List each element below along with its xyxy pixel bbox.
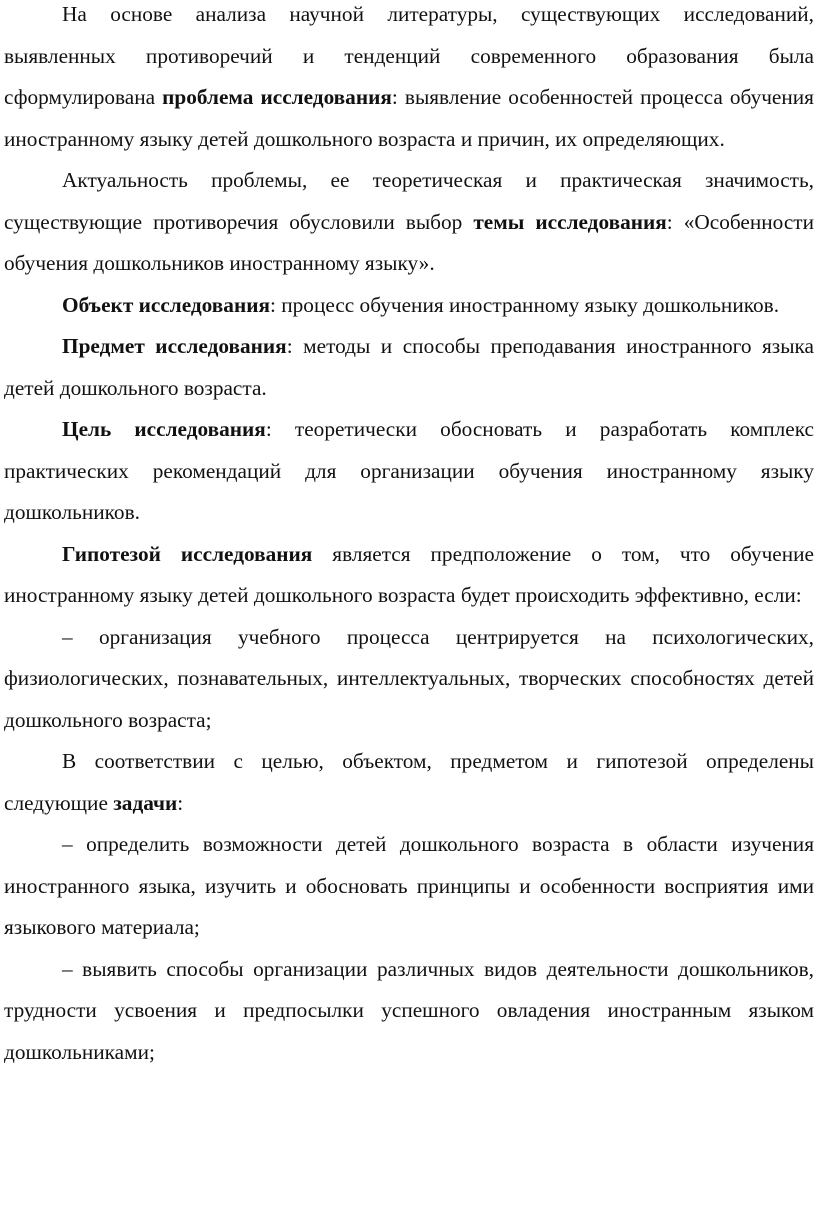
goal-definition-text: : теоретически обосновать и разработать комплекс практических рекомендаций для организации обучения иностранному языку дошкольников.: [4, 417, 815, 524]
tasks-colon: :: [177, 790, 184, 815]
paragraph-research-goal: [4, 409, 814, 534]
paragraph-research-object: [4, 285, 814, 327]
tasks-term: задачи: [113, 790, 178, 815]
subject-term: Предмет исследования: [62, 334, 287, 358]
list-item-hypothesis-condition: – организация учебного процесса центрируется на психологических, физиологических, познавательных, интеллектуальных, творческих способностях детей дошкольного возраста;: [4, 624, 814, 732]
object-term: Объект исследования: [62, 292, 271, 317]
paragraph-research-topic: [4, 160, 814, 285]
paragraph-research-tasks: [4, 741, 814, 824]
subject-definition-text: : методы и способы преподавания иностранного языка детей дошкольного возраста.: [4, 334, 814, 400]
hypothesis-term: Гипотезой исследования: [62, 541, 313, 566]
paragraph-research-hypothesis: [4, 534, 814, 617]
hypothesis-definition-text: является предположение о том, что обучение иностранному языку детей дошкольного возраста будет происходить эффективно, если:: [4, 541, 814, 607]
problem-term: проблема исследования: [162, 85, 392, 109]
list-item-task-1: – определить возможности детей дошкольного возраста в области изучения иностранного языка, изучить и обосновать принципы и особенности восприятия ими языкового материала;: [4, 832, 814, 939]
paragraph-research-problem: [4, 0, 814, 160]
paragraph-research-subject: [4, 326, 814, 409]
object-definition-text: : процесс обучения иностранному языку дошкольников.: [270, 292, 780, 317]
tasks-intro-text: В соответствии с целью, объектом, предметом и гипотезой определены следующие: [4, 749, 814, 815]
goal-term: Цель исследования: [62, 417, 266, 441]
topic-intro-text: Актуальность проблемы, ее теоретическая и практическая значимость, существующие противоречия обусловили выбор: [4, 168, 814, 234]
list-item-task-2: – выявить способы организации различных видов деятельности дошкольников, трудности усвоения и предпосылки успешного овладения иностранным языком дошкольниками;: [4, 956, 814, 1064]
problem-definition-text: : выявление особенностей процесса обучения иностранному языку детей дошкольного возраста и причин, их определяющих.: [4, 85, 814, 151]
topic-definition-text: : «Особенности обучения дошкольников иностранному языку».: [4, 209, 814, 275]
topic-term: темы исследования: [473, 209, 667, 234]
problem-intro-text: На основе анализа научной литературы, существующих исследований, выявленных противоречий и тенденций современного образования была сформулирована: [4, 2, 814, 109]
